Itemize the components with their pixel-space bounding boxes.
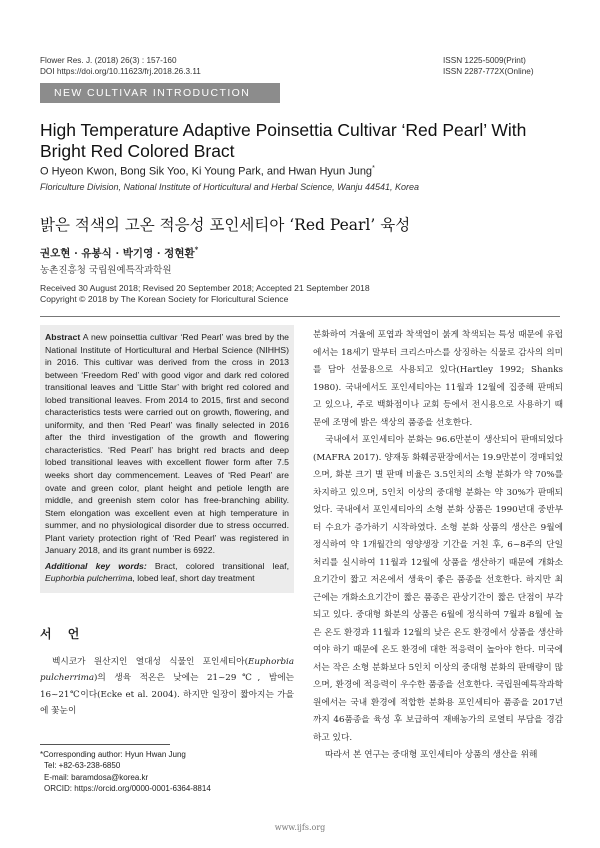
intro-heading: 서 언 — [40, 627, 86, 641]
corresponding-mark: * — [372, 165, 375, 172]
article-title: High Temperature Adaptive Poinsettia Cultivar ‘Red Pearl’ With Bright Red Colored Bract — [40, 120, 527, 161]
intro-text-a: 벡시코가 원산지인 열대성 식물인 포인세티아( — [52, 657, 248, 667]
telephone: Tel: +82-63-238-6850 — [44, 761, 121, 771]
keywords-text-a: Bract, colored transitional leaf, — [154, 560, 289, 571]
section-banner: NEW CULTIVAR INTRODUCTION — [40, 83, 280, 103]
korean-affiliation: 농촌진흥청 국립원예특작과학원 — [40, 265, 172, 276]
right-column — [313, 327, 563, 765]
issn-online: ISSN 2287-772X(Online) — [443, 67, 534, 76]
korean-authors-text: 권오현 · 유봉식 · 박기영 · 정현환 — [40, 247, 195, 260]
submission-dates — [40, 283, 370, 305]
keywords-label: Additional key words: — [45, 560, 147, 571]
keywords-species: Euphorbia pulcherrima — [45, 573, 133, 584]
doi-link[interactable]: DOI https://doi.org/10.11623/frj.2018.26.3.11 — [40, 67, 201, 76]
orcid-link[interactable]: ORCID: https://orcid.org/0000-0001-6364-8814 — [44, 784, 211, 794]
copyright-line: Copyright © 2018 by The Korean Society for Floricultural Science — [40, 294, 289, 304]
corresponding-author: *Corresponding author: Hyun Hwan Jung — [40, 750, 186, 759]
abstract-label: Abstract — [45, 332, 81, 342]
intro-paragraph — [40, 654, 294, 720]
journal-url[interactable]: www.ijfs.org — [274, 823, 326, 832]
footnote — [40, 749, 211, 795]
author-list — [40, 165, 375, 178]
authors-text: O Hyeon Kwon, Bong Sik Yoo, Ki Young Park, and Hwan Hyun Jung — [40, 165, 373, 178]
keywords-text-b: , lobed leaf, short day treatment — [132, 573, 255, 584]
korean-corresponding-mark: * — [194, 245, 199, 254]
header-divider — [40, 316, 560, 317]
received-dates: Received 30 August 2018; Revised 20 September 2018; Accepted 21 September 2018 — [40, 283, 370, 293]
journal-citation: Flower Res. J. (2018) 26(3) : 157-160 — [40, 56, 177, 65]
keywords — [45, 560, 289, 585]
affiliation: Floriculture Division, National Institute of Horticultural and Herbal Science, Wanju 44541, Korea — [40, 182, 420, 192]
abstract-box — [40, 325, 294, 593]
korean-authors — [40, 245, 198, 261]
footnote-divider — [40, 744, 170, 745]
abstract-text: A new poinsettia cultivar ‘Red Pearl’ was bred by the National Institute of Horticultural and Herbal Science (NIHHS) in 2016. This cultivar was derived from the cross in 2013 between ‘Freedom Red’ with good vigor and dark red colored transitional leaves and ‘Little Star’ with bright red colored and lobed transitional leaves. From 2014 to 2015, first and second characteristics tests were carried out on growth, flowering, and uniformity, and then ‘Red Pearl’ was finally selected in 2016 after the third investigation of the growth and flowering characteristics. ‘Red Pearl’ has bright red bracts and deep lobed transitional leaves with excellent flower form after 7.5 weeks short day commencement. Leaves of ‘Red Pearl’ are ovate and green color, plant height and petiole length are middle, and greenish stem color has free-branching ability. Stem elongation was excellent even at high temperature in summer, and no physiological disorder due to stress occurred. Plant variety protection right of ‘Red Pearl’ was registered in January 2018, and its grant number is 6922. — [45, 332, 289, 556]
intro-species: Euphorbia pulcherrima — [40, 657, 294, 684]
korean-title: 밝은 적색의 고온 적응성 포인세티아 ‘Red Pearl’ 육성 — [40, 216, 411, 234]
body-paragraph-1: 분화하여 겨울에 포엽과 착색엽이 붉게 착색되는 특성 때문에 유럽에서는 18세기 말부터 크리스마스를 상징하는 식물로 감사의 의미를 담아 선물용으로 사용되고 있다(Hartley 1992; Shanks 1980). 국내에서도 포인세티아는 11월과 12월에 집중해 판매되고 있으나, 주로 백화점이나 교회 등에서 전시용으로 사용하기 때문에 조명에 밝은 색상의 품종을 선호한다. — [313, 330, 563, 428]
left-column — [40, 325, 294, 593]
intro-text-b: )의 생육 적온은 낮에는 21~29℃, 밤에는 16~21℃이다(Ecke et al. 2004). 하지만 일장이 짧아지는 가을에 꽃눈이 — [40, 673, 294, 717]
body-paragraph-2: 국내에서 포인세티아 분화는 96.6만분이 생산되어 판매되었다(MAFRA 2017). 양재동 화훼공판장에서는 19.9만분이 경매되었으며, 화분 크기 별 판매 비율은 3.5인치의 소형 분화가 약 70%를 차지하고 있으며, 5인치 이상의 중대형 분화는 약 30%가 판매되었다. 국내에서 포인세티아의 소형 분화 상품은 1990년대 중반부터 수요가 증가하기 시작하였다. 소형 분화 상품의 생산은 9월에 정식하여 약 1개월간의 영양생장 기간을 거친 후, 6~8주의 단일처리를 실시하여 11월과 12월에 상품을 생산하기 때문에 개화소요기간이 짧고 저온에서 생육이 좋은 품종을 선호한다. 하지만 최근에는 개화소요기간이 짧은 품종은 관상기간이 짧은 단점이 부각되고 있다. 중대형 화분의 상품은 6월에 정식하여 7월과 8월에 높은 온도 환경과 11월과 12월의 낮은 온도 환경에서 상품을 생산하여야 하기 때문에 온도 환경에 대한 적응력이 높아야 한다. 미국에서는 작은 소형 분화보다 5인치 이상의 중대형 분화의 판매량이 많으며, 환경에 적응력이 우수한 품종을 선호한다. 국립원예특작과학원에서는 국내 환경에 적합한 분화용 포인세티아 품종을 2017년까지 46품종을 육성 후 보급하여 재배농가의 로열티 부담을 경감하고 있다. — [313, 435, 563, 743]
body-paragraph-3: 따라서 본 연구는 중대형 포인세티아 상품의 생산을 위해 — [325, 750, 538, 760]
email-link[interactable]: E-mail: baramdosa@korea.kr — [44, 772, 149, 782]
issn-print: ISSN 1225-5009(Print) — [443, 56, 526, 65]
